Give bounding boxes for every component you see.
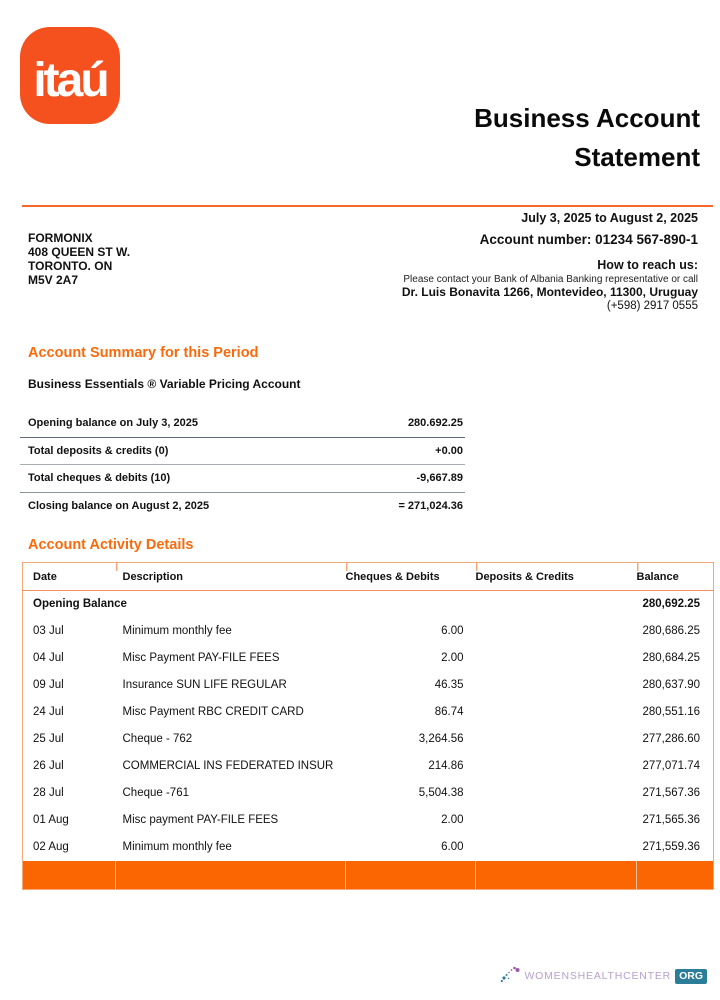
- cell-credit: [476, 726, 637, 753]
- activity-table: [22, 562, 714, 890]
- table-row: [23, 834, 714, 861]
- table-footer-bar: [23, 861, 714, 890]
- header-divider: [22, 205, 713, 207]
- cell-credit: [476, 699, 637, 726]
- table-row: [23, 618, 714, 645]
- summary-row-label: Opening balance on July 3, 2025: [28, 417, 198, 430]
- document-title: [474, 99, 700, 177]
- cell-desc: Cheque - 762: [122, 733, 193, 745]
- table-row: [23, 780, 714, 807]
- customer-postcode: M5V 2A7: [28, 273, 79, 287]
- cell-balance: 277,071.74: [642, 760, 700, 772]
- statement-period: July 3, 2025 to August 2, 2025: [521, 211, 698, 225]
- summary-row-label: Total cheques & debits (10): [28, 472, 171, 485]
- column-header-balance: Balance: [637, 563, 714, 591]
- table-row: [23, 807, 714, 834]
- table-row: [23, 672, 714, 699]
- cell-desc: Misc payment PAY-FILE FEES: [122, 814, 279, 826]
- opening-balance-value: 280,692.25: [642, 598, 700, 611]
- summary-row-opening: [20, 410, 465, 438]
- table-row: [23, 645, 714, 672]
- table-row-opening-balance: [23, 591, 714, 618]
- cell-credit: [476, 645, 637, 672]
- customer-street: 408 QUEEN ST W.: [28, 245, 131, 259]
- watermark: [500, 964, 707, 988]
- cell-balance: 280,684.25: [642, 652, 700, 664]
- table-row: [23, 726, 714, 753]
- document-title-line2: Statement: [574, 142, 700, 172]
- cell-desc: Minimum monthly fee: [122, 841, 232, 853]
- cell-date: 25 Jul: [33, 733, 64, 745]
- cell-date: 04 Jul: [33, 652, 64, 664]
- contact-line2: Dr. Luis Bonavita 1266, Montevideo, 11300, Uruguay: [401, 285, 698, 299]
- cell-desc: Minimum monthly fee: [122, 625, 232, 637]
- watermark-badge: ORG: [675, 969, 707, 984]
- column-header-credits: Deposits & Credits: [476, 563, 637, 591]
- summary-row-closing: [20, 493, 465, 521]
- itau-logo: [20, 27, 120, 124]
- contact-line1: Please contact your Bank of Albania Banking representative or call: [403, 274, 698, 285]
- cell-balance: 271,565.36: [642, 814, 700, 826]
- activity-heading: Account Activity Details: [28, 537, 194, 553]
- cell-balance: 271,559.36: [642, 841, 700, 853]
- summary-table: [20, 410, 465, 520]
- customer-name: FORMONIX: [28, 231, 93, 245]
- summary-row-debits: [20, 465, 465, 493]
- cell-credit: [476, 753, 637, 780]
- summary-row-label: Closing balance on August 2, 2025: [28, 500, 210, 513]
- cell-date: 03 Jul: [33, 625, 64, 637]
- summary-product-name: Business Essentials ® Variable Pricing Account: [28, 377, 301, 391]
- cell-date: 01 Aug: [33, 814, 69, 826]
- cell-desc: Insurance SUN LIFE REGULAR: [122, 679, 287, 691]
- customer-address-block: [28, 231, 130, 287]
- cell-balance: 280,551.16: [642, 706, 700, 718]
- cell-date: 09 Jul: [33, 679, 64, 691]
- customer-city: TORONTO. ON: [28, 259, 113, 273]
- cell-credit: [476, 834, 637, 861]
- summary-row-value: = 271,024.36: [398, 500, 463, 513]
- cell-date: 26 Jul: [33, 760, 64, 772]
- contact-heading: How to reach us:: [597, 258, 698, 272]
- cell-desc: Misc Payment RBC CREDIT CARD: [122, 706, 304, 718]
- cell-debit: 86.74: [434, 706, 464, 718]
- cell-debit: 5,504.38: [418, 787, 464, 799]
- cell-debit: 3,264.56: [418, 733, 464, 745]
- summary-heading: Account Summary for this Period: [28, 345, 259, 361]
- opening-balance-label: Opening Balance: [33, 598, 127, 611]
- cell-desc: COMMERCIAL INS FEDERATED INSUR: [122, 760, 334, 772]
- cell-debit: 46.35: [434, 679, 464, 691]
- cell-credit: [476, 780, 637, 807]
- cell-debit: 6.00: [441, 625, 464, 637]
- cell-desc: Cheque -761: [122, 787, 189, 799]
- cell-debit: 6.00: [441, 841, 464, 853]
- cell-credit: [476, 618, 637, 645]
- account-number: Account number: 01234 567-890-1: [479, 232, 698, 247]
- cell-debit: 2.00: [441, 652, 464, 664]
- dots-swirl-icon: [500, 964, 522, 988]
- document-title-line1: Business Account: [474, 103, 700, 133]
- cell-balance: 280,637.90: [642, 679, 700, 691]
- cell-date: 02 Aug: [33, 841, 69, 853]
- cell-credit: [476, 672, 637, 699]
- activity-header-row: [23, 563, 714, 591]
- cell-balance: 280,686.25: [642, 625, 700, 637]
- summary-row-deposits: [20, 438, 465, 466]
- cell-balance: 277,286.60: [642, 733, 700, 745]
- cell-credit: [476, 807, 637, 834]
- summary-row-value: +0.00: [435, 444, 463, 457]
- table-row: [23, 753, 714, 780]
- summary-row-value: 280.692.25: [407, 417, 463, 430]
- contact-block: [402, 257, 698, 313]
- table-row: [23, 699, 714, 726]
- cell-debit: 214.86: [428, 760, 464, 772]
- column-header-date: Date: [23, 563, 116, 591]
- cell-debit: 2.00: [441, 814, 464, 826]
- summary-row-value: -9,667.89: [416, 472, 463, 485]
- itau-logo-text: itaú: [33, 54, 107, 107]
- column-header-desc: Description: [116, 563, 346, 591]
- column-header-debits: Cheques & Debits: [346, 563, 476, 591]
- cell-balance: 271,567.36: [642, 787, 700, 799]
- cell-date: 28 Jul: [33, 787, 64, 799]
- watermark-text: WOMENSHEALTHCENTER: [524, 970, 672, 982]
- cell-date: 24 Jul: [33, 706, 64, 718]
- summary-row-label: Total deposits & credits (0): [28, 444, 169, 457]
- contact-phone: (+598) 2917 0555: [606, 300, 698, 312]
- cell-desc: Misc Payment PAY-FILE FEES: [122, 652, 280, 664]
